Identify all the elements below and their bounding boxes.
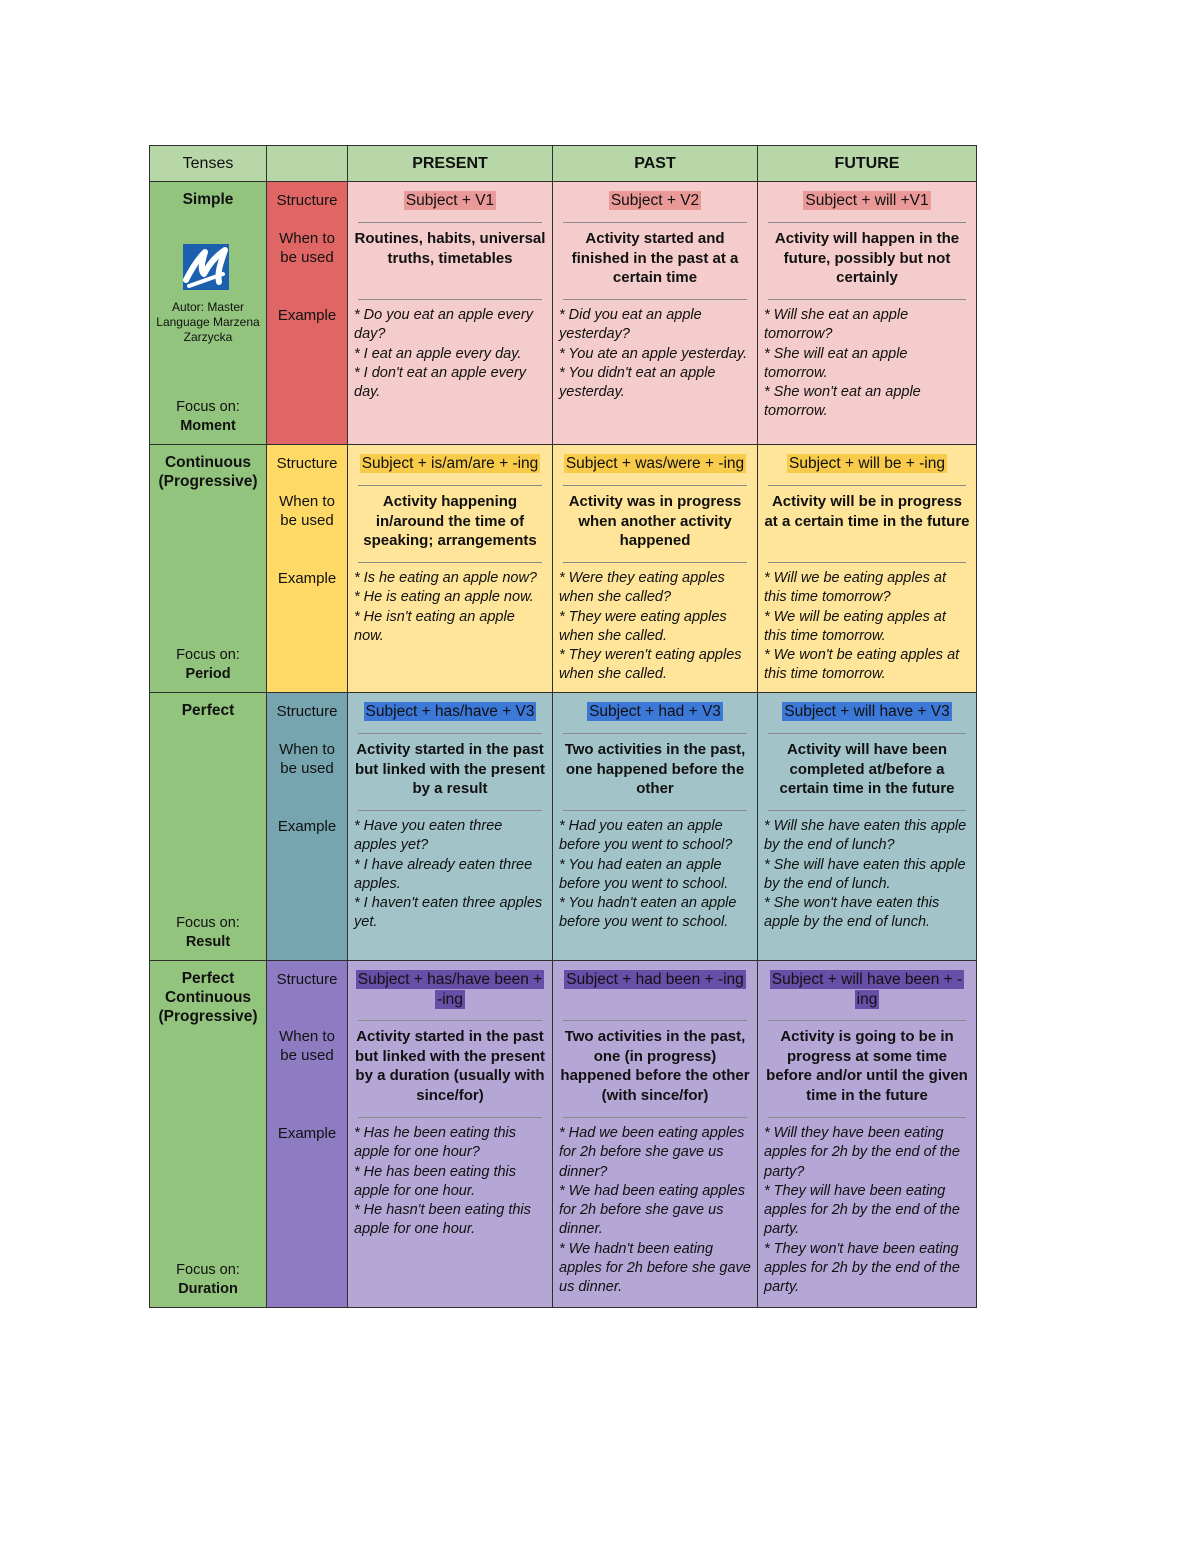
focus-value: Moment	[180, 418, 236, 434]
tense-name: Continuous (Progressive)	[158, 454, 258, 490]
usage-description: Activity was in progress when another activity happened	[568, 493, 742, 549]
divider	[768, 1117, 966, 1118]
example-sentence: * You didn't eat an apple yesterday.	[559, 364, 716, 401]
usage-description: Activity happening in/around the time of speaking; arrangements	[363, 493, 537, 549]
example-sentence: * Do you eat an apple every day?	[354, 307, 533, 343]
example-sentence: * Will she have eaten this apple by the end of lunch?	[764, 818, 967, 854]
structure-formula	[354, 191, 546, 211]
example-sentence: * You ate an apple yesterday.	[559, 345, 748, 362]
example-label: Example	[277, 1125, 337, 1142]
example-sentence: * They were eating apples when she called.	[559, 608, 727, 644]
when-label-line1: When to	[279, 230, 335, 247]
past-cell	[552, 692, 758, 961]
examples	[559, 1124, 751, 1298]
structure-label: Structure	[276, 192, 338, 209]
header-future: FUTURE	[757, 145, 977, 182]
example-sentence: * I don't eat an apple every day.	[354, 364, 527, 401]
tense-name: Simple	[182, 191, 234, 208]
tense-cell	[149, 960, 267, 1308]
header-tenses: Tenses	[149, 145, 267, 182]
when-label-line1: When to	[279, 493, 335, 510]
tense-cell	[149, 692, 267, 961]
future-cell	[757, 444, 977, 693]
usage-description: Activity started in the past but linked with the present by a duration (usually with since/for)	[354, 1028, 545, 1104]
examples	[764, 1124, 970, 1298]
focus-prefix: Focus on:	[176, 1262, 240, 1278]
examples	[559, 569, 751, 685]
example-sentence: * Were they eating apples when she called?	[559, 570, 725, 606]
divider	[358, 222, 542, 223]
divider	[563, 733, 747, 734]
structure-formula	[764, 702, 970, 722]
divider	[563, 222, 747, 223]
example-sentence: * I have already eaten three apples.	[354, 856, 533, 892]
example-sentence: * He hasn't been eating this apple for one hour.	[354, 1202, 531, 1238]
example-sentence: * He isn't eating an apple now.	[354, 608, 515, 644]
example-sentence: * Had we been eating apples for 2h before she gave us dinner?	[559, 1125, 745, 1180]
usage-description: Activity started and finished in the past at a certain time	[571, 230, 739, 286]
present-cell	[347, 444, 553, 693]
structure-formula	[764, 970, 970, 1010]
structure-formula	[559, 970, 751, 990]
author-credit: Autor: Master Language Marzena Zarzycka	[156, 300, 260, 344]
example-sentence: * We had been eating apples for 2h before she gave us dinner.	[559, 1182, 745, 1238]
label-cell	[266, 960, 348, 1308]
example-sentence: * Have you eaten three apples yet?	[354, 818, 503, 854]
header-blank	[266, 145, 348, 182]
structure-label: Structure	[276, 455, 338, 472]
example-label: Example	[277, 570, 337, 587]
structure-formula	[559, 702, 751, 722]
present-cell	[347, 181, 553, 445]
when-label-line2: be used	[280, 760, 334, 777]
examples	[559, 306, 751, 402]
example-sentence: * Will they have been eating apples for 2h by the end of the party?	[764, 1125, 960, 1180]
structure-highlight: Subject + will +V1	[805, 192, 929, 209]
tense-name: Perfect	[181, 702, 235, 719]
divider	[358, 1117, 542, 1118]
divider	[358, 810, 542, 811]
structure-highlight: Subject + will be + -ing	[789, 455, 945, 472]
divider	[768, 733, 966, 734]
structure-highlight: Subject + V2	[610, 192, 700, 209]
future-cell	[757, 181, 977, 445]
when-label-line2: be used	[280, 512, 334, 529]
divider	[768, 562, 966, 563]
usage-description: Routines, habits, universal truths, timetables	[354, 230, 546, 267]
structure-highlight: Subject + will have + V3	[784, 703, 950, 720]
example-sentence: * She won't have eaten this apple by the end of lunch.	[764, 895, 940, 931]
focus-label	[150, 646, 266, 684]
usage-description: Activity will happen in the future, possibly but not certainly	[774, 230, 960, 286]
example-sentence: * Did you eat an apple yesterday?	[559, 307, 702, 343]
example-sentence: * They will have been eating apples for 2h by the end of the party.	[764, 1182, 960, 1238]
past-cell	[552, 960, 758, 1308]
usage-description: Activity is going to be in progress at some time before and/or until the given time in the future	[766, 1028, 968, 1104]
examples	[354, 1124, 546, 1240]
present-cell	[347, 692, 553, 961]
structure-label: Structure	[276, 971, 338, 988]
focus-value: Result	[185, 934, 231, 950]
examples	[354, 306, 546, 402]
divider	[358, 733, 542, 734]
structure-formula	[354, 970, 546, 1010]
structure-formula	[764, 191, 970, 211]
example-sentence: * You had eaten an apple before you went to school.	[559, 856, 729, 892]
structure-label: Structure	[276, 703, 338, 720]
structure-highlight: Subject + will have been + -ing	[771, 971, 963, 1008]
focus-value: Period	[185, 666, 231, 682]
structure-highlight: Subject + had been + -ing	[566, 971, 744, 988]
example-label: Example	[277, 818, 337, 835]
usage-description: Two activities in the past, one happened before the other	[564, 741, 746, 797]
when-label-line1: When to	[279, 1028, 335, 1045]
structure-formula	[559, 454, 751, 474]
example-sentence: * I haven't eaten three apples yet.	[354, 895, 543, 931]
tense-cell	[149, 444, 267, 693]
usage-description: Activity will be in progress at a certain time in the future	[764, 493, 970, 530]
example-sentence: * Will she eat an apple tomorrow?	[764, 307, 909, 343]
past-cell	[552, 444, 758, 693]
examples	[764, 306, 970, 422]
focus-label	[150, 398, 266, 436]
example-sentence: * He is eating an apple now.	[354, 589, 534, 606]
when-label-line2: be used	[280, 249, 334, 266]
examples	[354, 817, 546, 933]
header-present: PRESENT	[347, 145, 553, 182]
tense-name: Perfect Continuous (Progressive)	[158, 970, 258, 1025]
focus-prefix: Focus on:	[176, 399, 240, 415]
when-label-line1: When to	[279, 741, 335, 758]
focus-prefix: Focus on:	[176, 915, 240, 931]
example-sentence: * She will eat an apple tomorrow.	[764, 345, 908, 381]
divider	[563, 562, 747, 563]
focus-value: Duration	[178, 1281, 238, 1297]
divider	[563, 299, 747, 300]
focus-prefix: Focus on:	[176, 647, 240, 663]
example-sentence: * Has he been eating this apple for one hour?	[354, 1125, 517, 1161]
usage-description: Activity started in the past but linked with the present by a result	[354, 741, 545, 797]
past-cell	[552, 181, 758, 445]
label-cell	[266, 181, 348, 445]
example-sentence: * They won't have been eating apples for 2h by the end of the party.	[764, 1240, 960, 1296]
focus-label	[150, 1261, 266, 1299]
structure-formula	[354, 702, 546, 722]
divider	[563, 485, 747, 486]
examples	[559, 817, 751, 933]
example-sentence: * We won't be eating apples at this time tomorrow.	[764, 647, 960, 683]
divider	[358, 1020, 542, 1021]
divider	[358, 485, 542, 486]
divider	[563, 810, 747, 811]
present-cell	[347, 960, 553, 1308]
example-sentence: * She will have eaten this apple by the end of lunch.	[764, 856, 966, 892]
divider	[768, 1020, 966, 1021]
divider	[768, 222, 966, 223]
example-sentence: * Had you eaten an apple before you went to school?	[559, 818, 733, 854]
structure-formula	[354, 454, 546, 474]
example-sentence: * I eat an apple every day.	[354, 345, 522, 362]
divider	[358, 299, 542, 300]
examples	[764, 569, 970, 685]
label-cell	[266, 692, 348, 961]
example-sentence: * He has been eating this apple for one hour.	[354, 1163, 517, 1199]
example-sentence: * Is he eating an apple now?	[354, 570, 537, 586]
logo-icon	[183, 244, 229, 290]
structure-highlight: Subject + was/were + -ing	[565, 455, 745, 472]
example-sentence: * She won't eat an apple tomorrow.	[764, 384, 921, 420]
when-label	[267, 740, 347, 778]
example-sentence: * We hadn't been eating apples for 2h before she gave us dinner.	[559, 1240, 751, 1296]
divider	[563, 1020, 747, 1021]
header-past: PAST	[552, 145, 758, 182]
when-label	[267, 492, 347, 530]
when-label-line2: be used	[280, 1047, 334, 1064]
label-cell	[266, 444, 348, 693]
future-cell	[757, 692, 977, 961]
focus-label	[150, 914, 266, 952]
structure-formula	[764, 454, 970, 474]
examples	[354, 569, 546, 646]
structure-formula	[559, 191, 751, 211]
usage-description: Activity will have been completed at/before a certain time in the future	[779, 741, 955, 797]
usage-description: Two activities in the past, one (in progress) happened before the other (with since/for)	[560, 1028, 750, 1104]
structure-highlight: Subject + V1	[405, 192, 495, 209]
example-sentence: * We will be eating apples at this time tomorrow.	[764, 608, 946, 644]
divider	[358, 562, 542, 563]
tenses-chart	[149, 145, 976, 1307]
tense-cell	[149, 181, 267, 445]
divider	[563, 1117, 747, 1118]
example-sentence: * You hadn't eaten an apple before you went to school.	[559, 895, 737, 931]
divider	[768, 485, 966, 486]
structure-highlight: Subject + has/have been + -ing	[357, 971, 543, 1008]
structure-highlight: Subject + is/am/are + -ing	[361, 455, 539, 472]
structure-highlight: Subject + has/have + V3	[365, 703, 535, 720]
divider	[768, 810, 966, 811]
when-label	[267, 1027, 347, 1065]
examples	[764, 817, 970, 933]
example-sentence: * They weren't eating apples when she called.	[559, 647, 742, 683]
example-sentence: * Will we be eating apples at this time tomorrow?	[764, 570, 947, 606]
future-cell	[757, 960, 977, 1308]
divider	[768, 299, 966, 300]
structure-highlight: Subject + had + V3	[589, 703, 721, 720]
when-label	[267, 229, 347, 267]
example-label: Example	[277, 307, 337, 324]
